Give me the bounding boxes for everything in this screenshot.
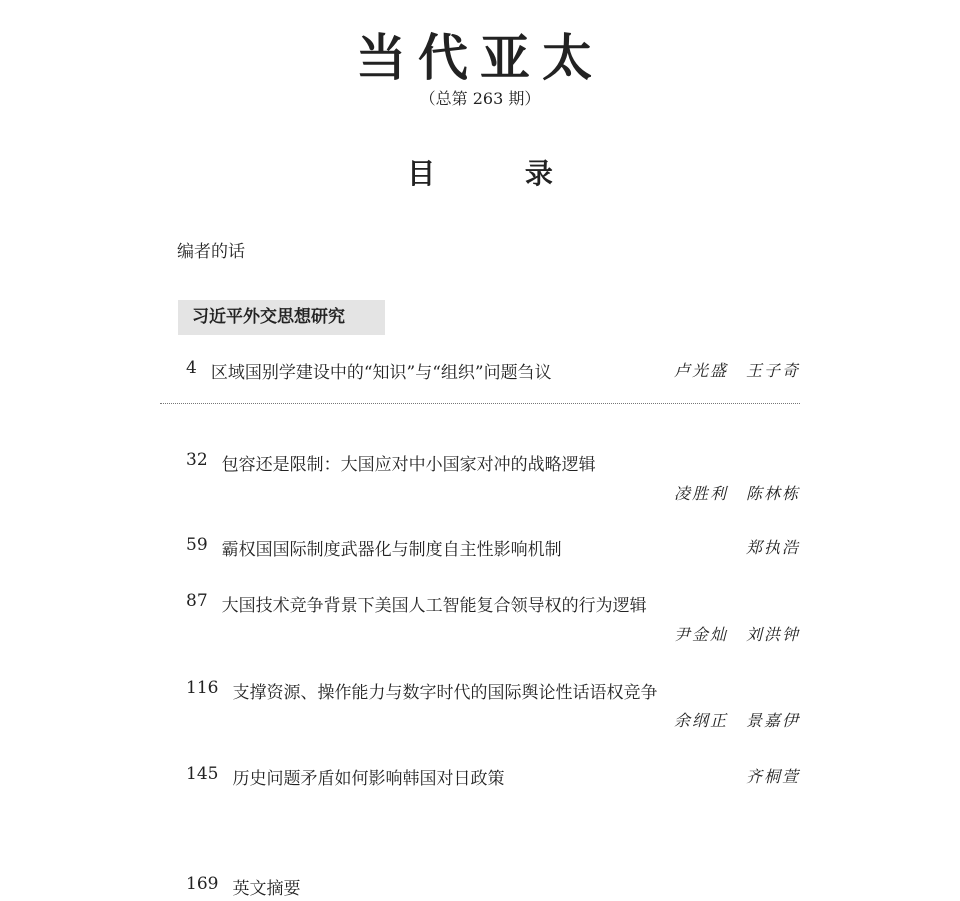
author: 王子奇 — [745, 361, 800, 380]
author: 刘洪钟 — [745, 625, 800, 644]
article-title: 区域国别学建设中的“知识”与“组织”问题刍议 — [210, 363, 552, 383]
author: 景嘉伊 — [745, 711, 800, 730]
editor-note-link[interactable]: 编者的话 — [177, 242, 245, 262]
article-title: 包容还是限制：大国应对中小国家对冲的战略逻辑 — [221, 455, 596, 475]
toc-heading: 目 录 — [407, 157, 593, 190]
article-title: 历史问题矛盾如何影响韩国对日政策 — [232, 769, 505, 789]
authors — [674, 622, 800, 645]
toc-entry[interactable] — [186, 535, 800, 560]
article-title: 大国技术竞争背景下美国人工智能复合领导权的行为逻辑 — [221, 596, 647, 616]
toc-entry[interactable] — [186, 874, 800, 899]
toc-entry[interactable] — [186, 358, 800, 383]
toc-entry[interactable] — [186, 764, 800, 789]
toc-entry[interactable] — [186, 450, 800, 475]
page-number: 145 — [186, 764, 219, 784]
page-number: 32 — [186, 450, 208, 470]
author: 陈林栋 — [745, 484, 800, 503]
journal-title: 当代亚太 — [356, 28, 604, 87]
author: 齐桐萱 — [745, 767, 800, 786]
author: 尹金灿 — [673, 625, 728, 644]
author: 余纲正 — [673, 711, 728, 730]
section-header: 习近平外交思想研究 — [178, 300, 385, 335]
page-number: 59 — [186, 535, 208, 555]
authors — [674, 481, 800, 504]
page-number: 116 — [186, 678, 219, 698]
dotted-divider — [160, 403, 800, 404]
author: 卢光盛 — [673, 361, 728, 380]
toc-entry[interactable] — [186, 678, 800, 703]
article-title: 霸权国国际制度武器化与制度自主性影响机制 — [221, 540, 562, 560]
author: 凌胜利 — [673, 484, 728, 503]
authors — [674, 708, 800, 731]
toc-entry[interactable] — [186, 591, 800, 616]
article-title: 英文摘要 — [232, 879, 301, 899]
page-number: 169 — [186, 874, 219, 894]
article-title: 支撑资源、操作能力与数字时代的国际舆论性话语权竞争 — [232, 683, 658, 703]
author: 郑执浩 — [745, 538, 800, 557]
page-number: 4 — [186, 358, 197, 378]
page-number: 87 — [186, 591, 208, 611]
issue-number: （总第 263 期） — [419, 89, 541, 108]
